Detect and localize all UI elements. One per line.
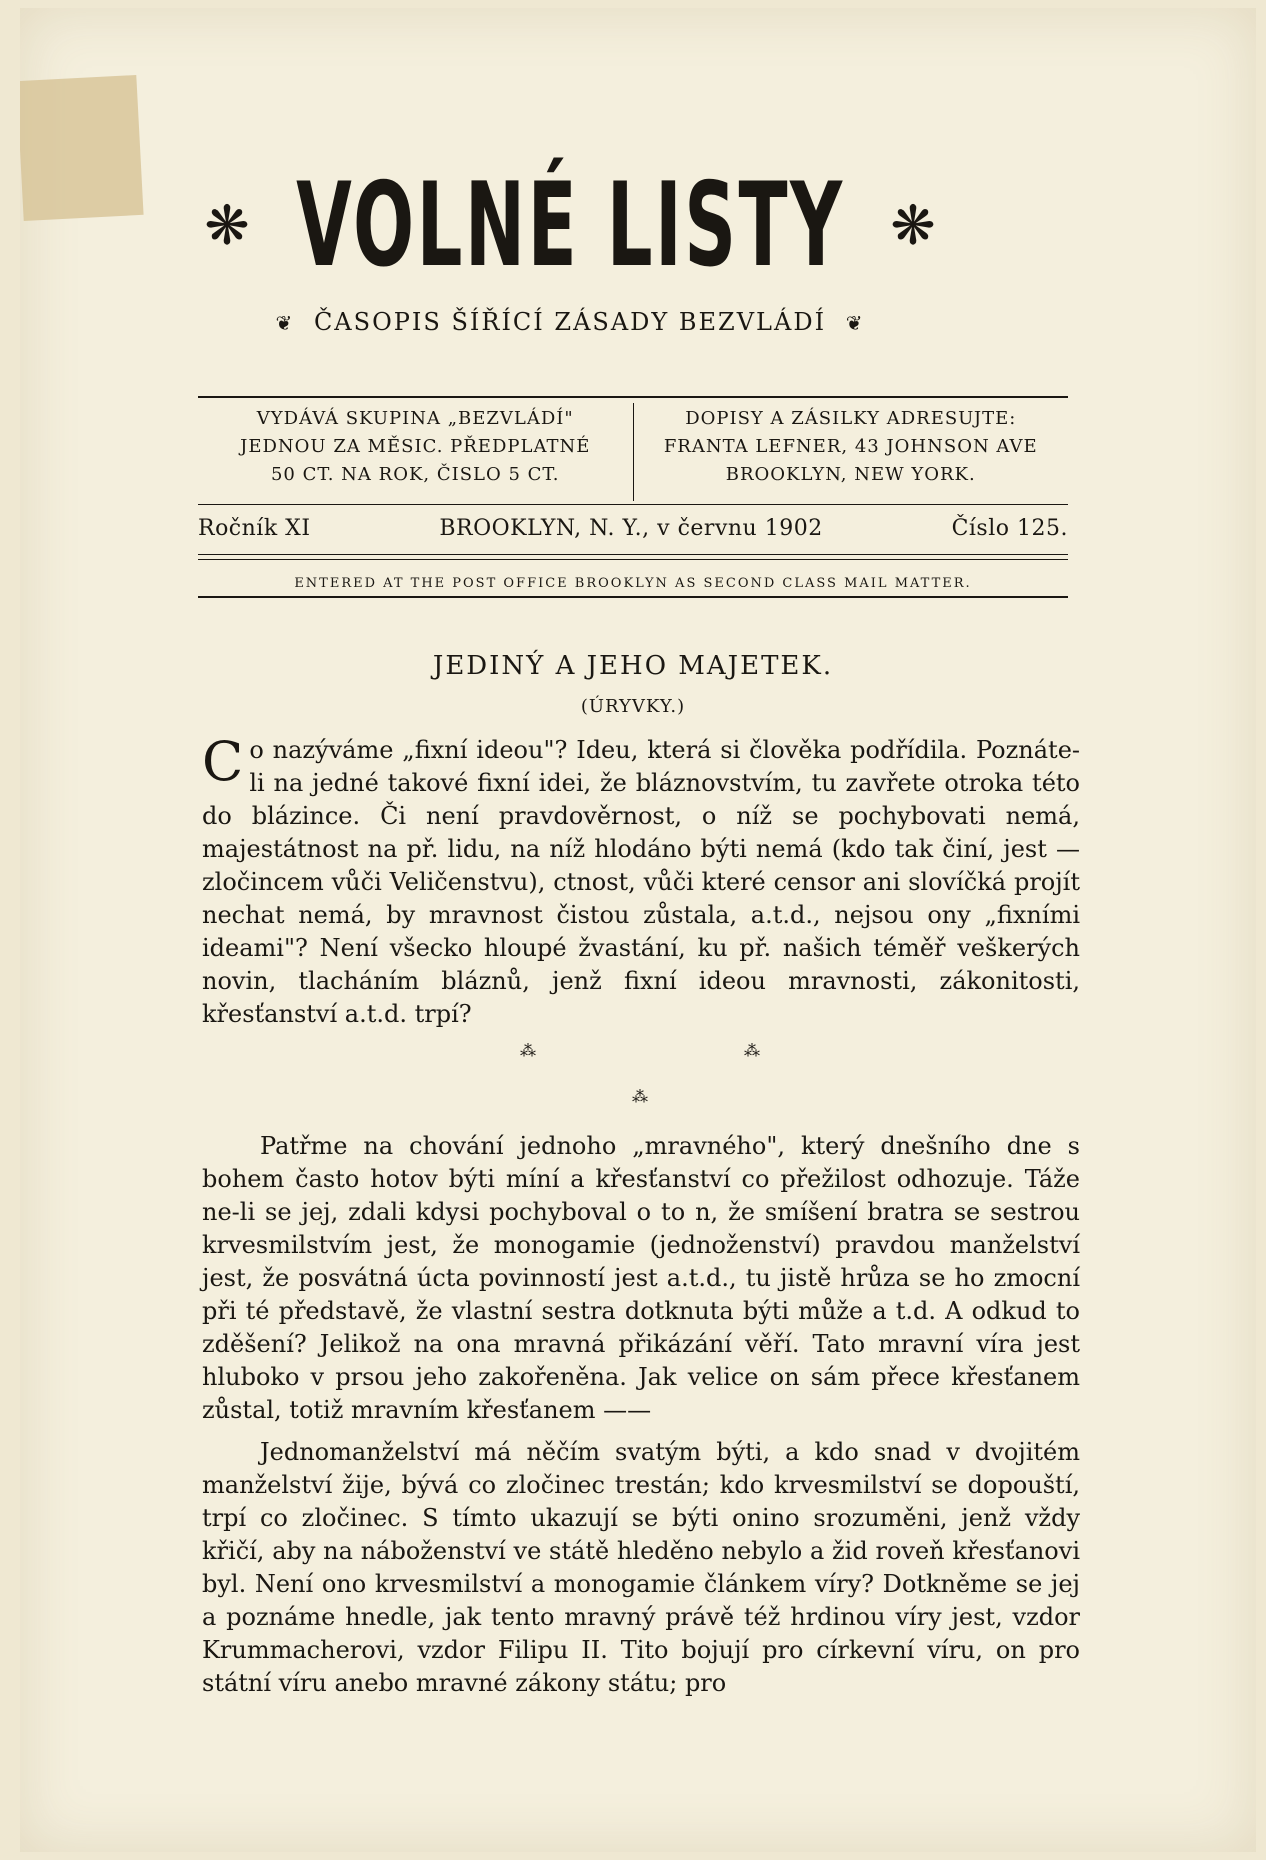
- tape-stain: [20, 75, 144, 221]
- subtitle-text: ČASOPIS ŠÍŘÍCÍ ZÁSADY BEZVLÁDÍ: [313, 308, 827, 336]
- article-subtitle: (ÚRYVKY.): [580, 696, 686, 717]
- info-rule: [198, 504, 1068, 505]
- masthead: [170, 158, 970, 336]
- publisher-right-line: FRANTA LEFNER, 43 JOHNSON AVE: [663, 436, 1038, 457]
- left-flourish-icon: ❋: [204, 194, 250, 257]
- article-paragraph-3: [202, 1436, 1080, 1700]
- paragraph-3-text: Jednomanželství má něčím svatým býti, a kdo snad v dvojitém manželství žije, bývá co zločinec trestán; kdo krvesmilství se dopouští, trpí co zločinec. S tímto ukazují se býti onino srozuměni, jenž vždy křičí, aby na náboženství ve státě hleděno nebylo a žid roveň křesťanovi byl. Není ono krvesmilství a monogamie článkem víry? Dotkněme se jej a poznáme hnedle, jak tento mravný právě též hrdinou víry jest, vzdor Krummacherovi, vzdor Filipu II. Tito bojují pro církevní víru, on pro státní víru anebo mravné zákony státu; pro: [202, 1438, 1080, 1697]
- newspaper-subtitle: [170, 308, 970, 336]
- newspaper-title: VOLNÉ LISTY: [295, 158, 845, 293]
- separator-center: ⁂: [632, 1087, 648, 1106]
- separator-right: ⁂: [744, 1041, 760, 1060]
- publisher-left-line: 50 CT. NA ROK, ČISLO 5 CT.: [270, 464, 560, 485]
- volume: Ročník XI: [198, 516, 311, 541]
- right-scroll-icon: ❦: [845, 311, 865, 335]
- publisher-left-line: JEDNOU ZA MĚSIC. PŘEDPLATNÉ: [240, 436, 591, 457]
- paragraph-1-text: o nazýváme „fixní ideou"? Ideu, která si člověka podřídila. Poznáte-li na jedné takové fixní idei, že bláznovstvím, tu zavřete otroka této do blázince. Či není pravdověrnost, o níž se pochybovati nemá, majestátnost na př. lidu, na níž hlodáno býti nemá (kdo tak činí, jest — zločincem vůči Veličenstvu), ctnost, vůči které censor ani slovíčká projít nechat nemá, by mravnost čistou zůstala, a.t.d., nejsou ony „fixními ideami"? Není všecko hloupé žvastání, ku př. našich téměř veškerých novin, tlacháním bláznů, jenž fixní ideou mravnosti, zákonitosti, křesťanství a.t.d. trpí?: [202, 736, 1080, 1028]
- title-row: [170, 158, 970, 293]
- bottom-rule: [198, 596, 1068, 598]
- article-title: JEDINÝ A JEHO MAJETEK.: [432, 651, 834, 681]
- separator-left: ⁂: [520, 1041, 536, 1060]
- publisher-left: [198, 403, 634, 501]
- top-rule: [198, 396, 1068, 398]
- issue-line: [198, 516, 1068, 541]
- entered-notice: ENTERED AT THE POST OFFICE BROOKLYN AS SECOND CLASS MAIL MATTER.: [294, 576, 972, 591]
- publisher-right: [634, 403, 1069, 501]
- meta-rule-1: [198, 554, 1068, 555]
- right-flourish-icon: ❋: [890, 194, 936, 257]
- publisher-right-line: DOPISY A ZÁSILKY ADRESUJTE:: [685, 408, 1017, 429]
- newspaper-page: [20, 8, 1256, 1852]
- publisher-info: [198, 403, 1068, 501]
- left-scroll-icon: ❦: [275, 311, 295, 335]
- place-date: BROOKLYN, N. Y., v červnu 1902: [439, 516, 823, 541]
- publisher-right-line: BROOKLYN, NEW YORK.: [725, 464, 976, 485]
- meta-rule-2: [198, 559, 1068, 560]
- issue-number: Číslo 125.: [951, 516, 1068, 541]
- article-paragraph-2: [202, 1130, 1080, 1427]
- article-paragraph-1: [202, 730, 1080, 1031]
- paragraph-2-text: Patřme na chování jednoho „mravného", který dnešního dne s bohem často hotov býti míní a křesťanství co přežilost odhozuje. Táže ne-li se jej, zdali kdysi pochyboval o to n, že smíšení bratra se sestrou krvesmilstvím jest, že monogamie (jednoženství) pravdou manželství jest, že posvátná úcta povinností jest a.t.d., tu jistě hrůza se ho zmocní při té představě, že vlastní sestra dotknuta býti může a t.d. A odkud to zděšení? Jelikož na ona mravná přikázání věří. Tato mravní víra jest hluboko v prsou jeho zakořeněna. Jak velice on sám přece křesťanem zůstal, totiž mravním křesťanem ——: [202, 1132, 1080, 1424]
- publisher-left-line: VYDÁVÁ SKUPINA „BEZVLÁDÍ": [256, 408, 574, 429]
- drop-cap: C: [202, 730, 244, 793]
